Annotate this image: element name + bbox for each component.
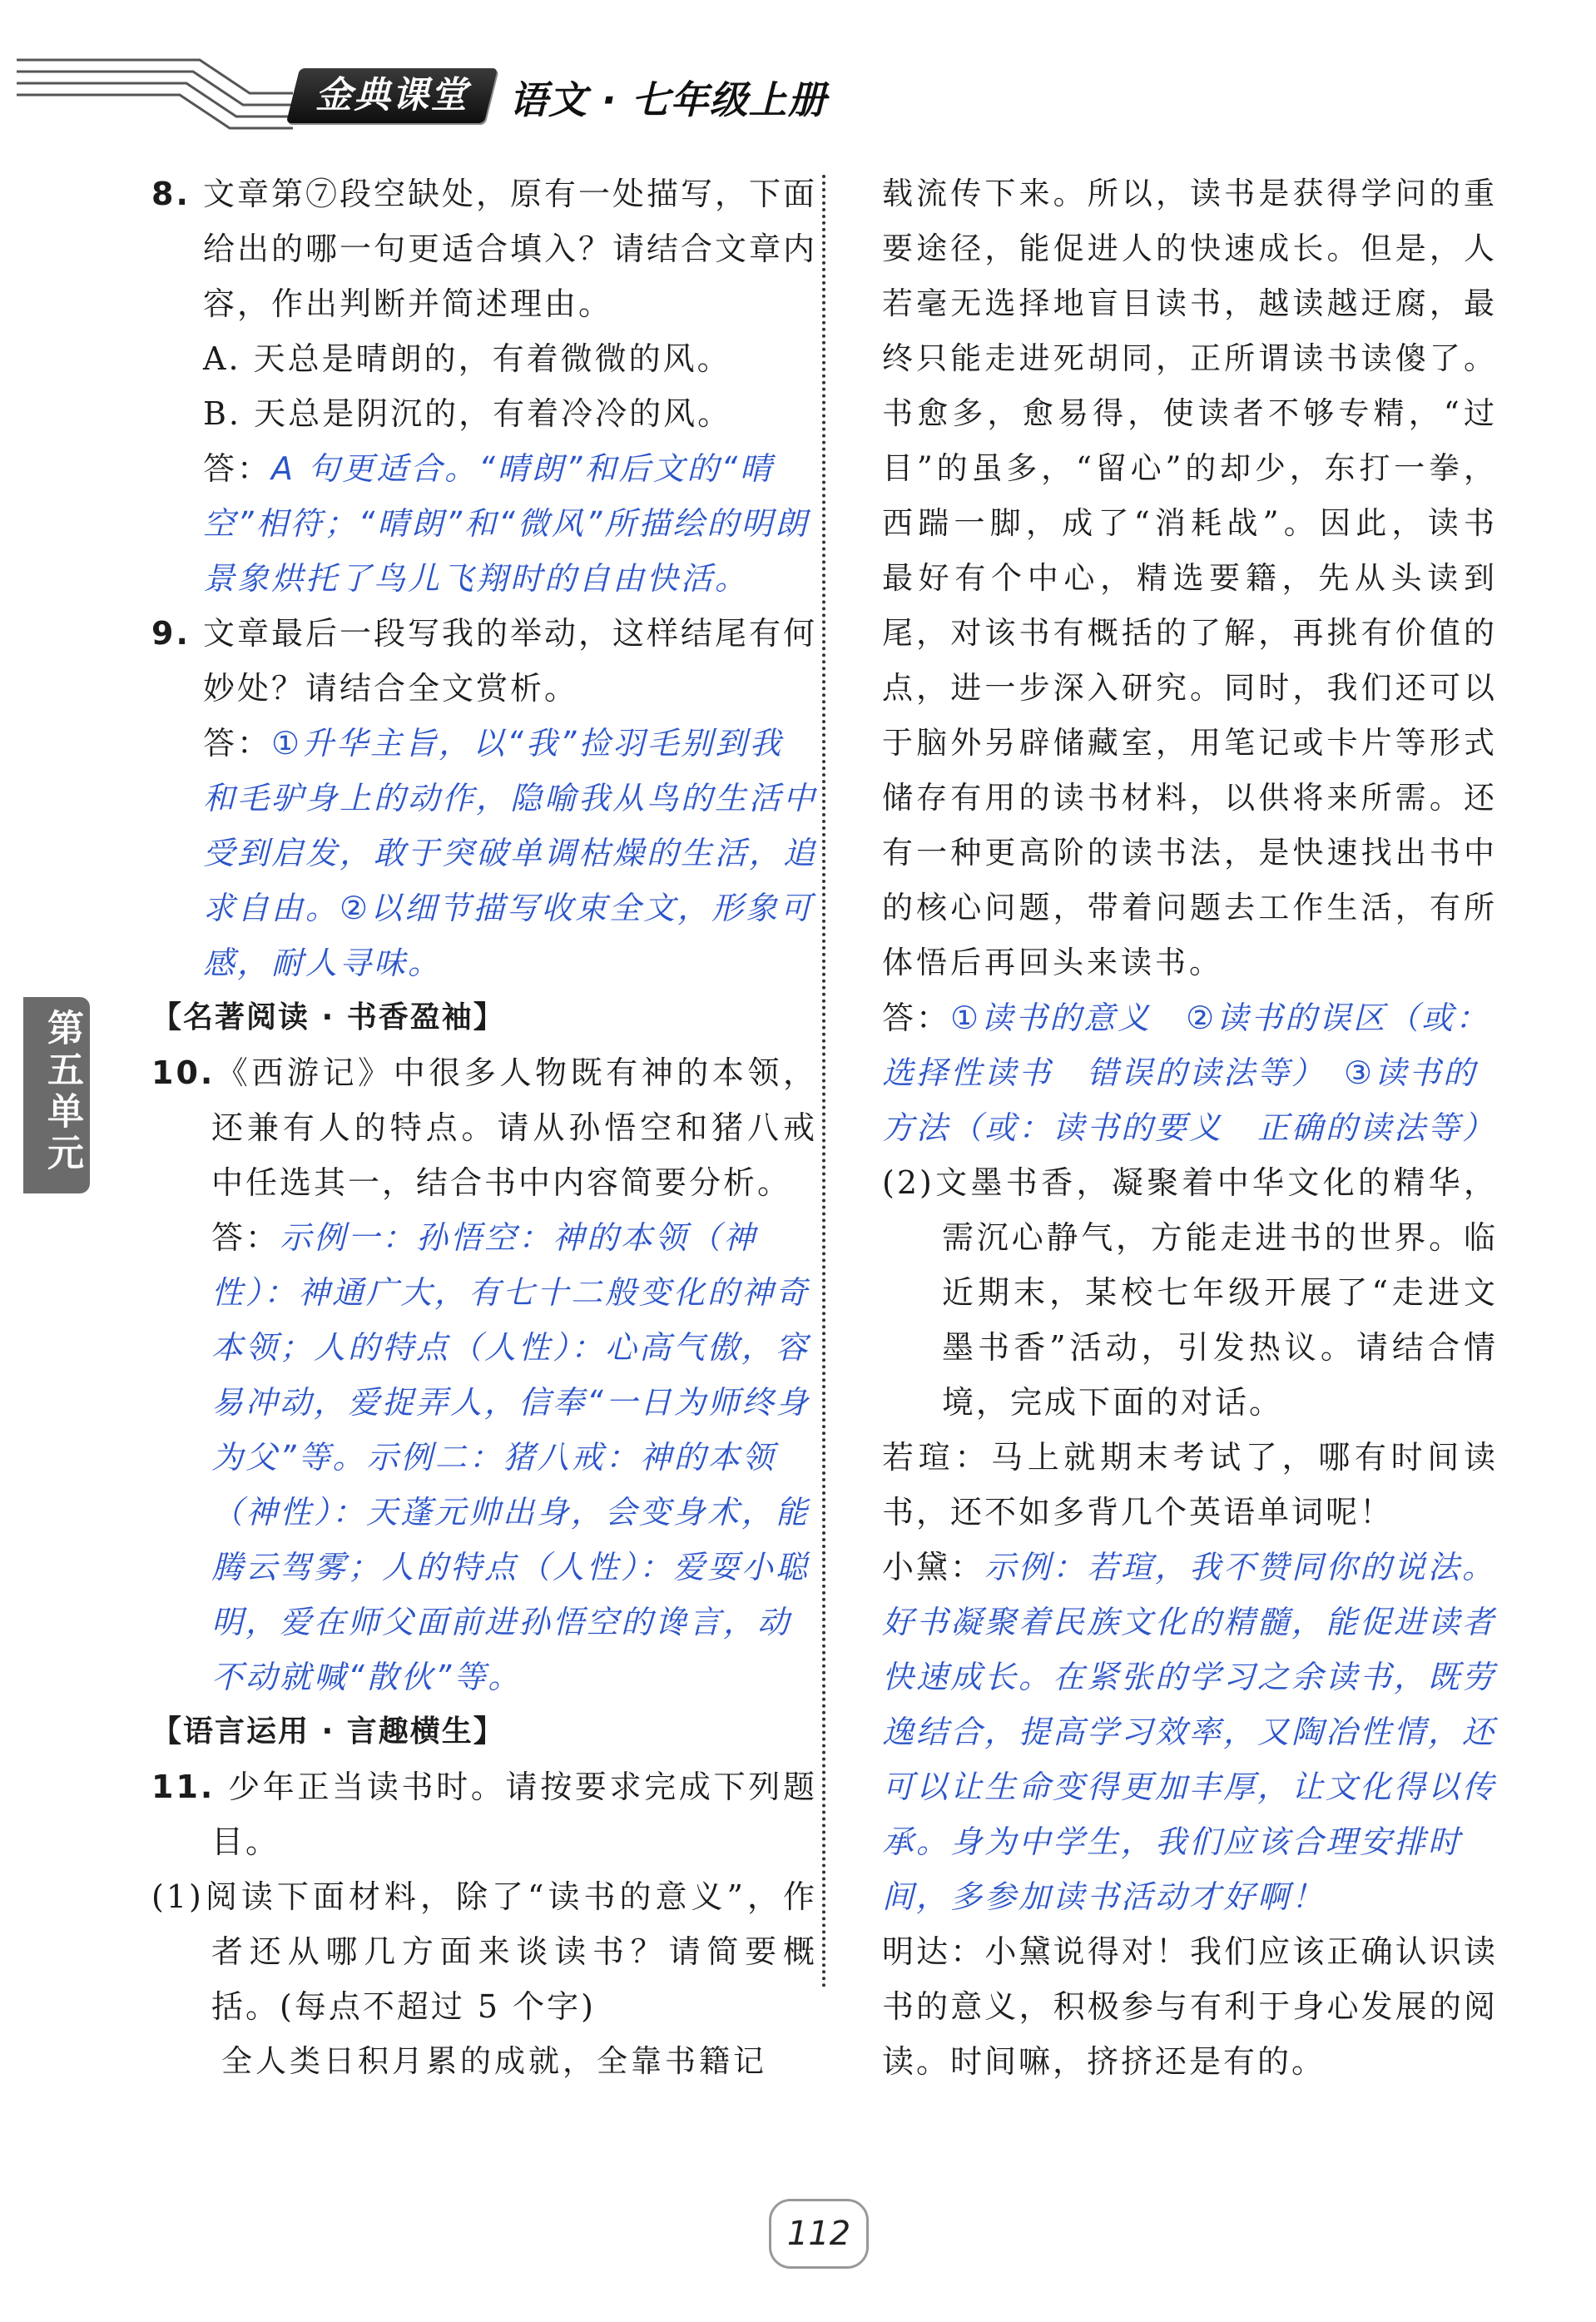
book-subject-title: 语文 · 七年级上册	[509, 77, 827, 122]
answer-label: 答：	[203, 450, 272, 487]
speaker-xiaodai: 小黛：	[882, 1549, 985, 1585]
question-10	[151, 1045, 817, 1210]
question-10-text: 《西游记》中很多人物既有神的本领，还兼有人的特点。请从孙悟空和猪八戒中任选其一，结合书中内容简要分析。	[211, 1054, 817, 1201]
column-divider	[822, 175, 825, 1989]
question-11-sub-1-answer	[882, 990, 1498, 1155]
question-8-answer-text: A 句更适合。“晴朗”和后文的“晴空”相符；“晴朗”和“微风”所描绘的明朗景象烘托了鸟儿飞翔时的自由快活。	[203, 450, 810, 597]
unit-side-tab	[23, 997, 90, 1193]
question-10-answer	[151, 1210, 817, 1704]
page-header	[0, 0, 1596, 133]
question-8-text: 文章第⑦段空缺处，原有一处描写，下面给出的哪一句更适合填入？请结合文章内容，作出判断并简述理由。	[202, 176, 818, 322]
brand-badge	[286, 68, 498, 123]
question-11-sub-2: (2)文墨书香，凝聚着中华文化的精华，需沉心静气，方能走进书的世界。临近期末，某校七年级开展了“走进文墨书香”活动，引发热议。请结合情境，完成下面的对话。	[882, 1164, 1498, 1421]
dialogue-ruoxuan: 若瑄：马上就期末考试了，哪有时间读书，还不如多背几个英语单词呢！	[882, 1439, 1498, 1531]
question-9-number: 9.	[151, 615, 191, 652]
answer-label: 答：	[203, 725, 272, 762]
question-8-option-a: A. 天总是晴朗的，有着微微的风。	[203, 340, 731, 377]
dialogue-xiaodai	[882, 1540, 1498, 1924]
brand-title: 金典课堂	[315, 74, 468, 117]
question-9-answer	[151, 716, 817, 990]
reading-passage-continued: 载流传下来。所以，读书是获得学问的重要途径，能促进人的快速成长。但是，人若毫无选择地盲目读书，越读越迂腐，最终只能走进死胡同，正所谓读书读傻了。书愈多，愈易得，使读者不够专精，“过目”的虽多，“留心”的却少，东打一拳，西踹一脚，成了“消耗战”。因此，读书最好有个中心，精选要籍，先从头读到尾，对该书有概括的了解，再挑有价值的点，进一步深入研究。同时，我们还可以于脑外另辟储藏室，用笔记或卡片等形式储存有用的读书材料，以供将来所需。还有一种更高阶的读书法，是快速找出书中的核心问题，带着问题去工作生活，有所体悟后再回头来读书。	[882, 176, 1498, 980]
question-11-sub-1-answer-text: ①读书的意义 ②读书的误区（或：选择性读书 错误的读法等） ③读书的方法（或：读书的要义 正确的读法等）	[882, 1000, 1497, 1146]
question-11-number: 11.	[151, 1769, 216, 1805]
question-8	[151, 166, 817, 331]
question-8-answer	[151, 441, 817, 606]
right-column	[882, 166, 1498, 2089]
dialogue-mingda: 明达：小黛说得对！我们应该正确认识读书的意义，积极参与有利于身心发展的阅读。时间嘛，挤挤还是有的。	[882, 1933, 1498, 2080]
question-11-text: 少年正当读书时。请按要求完成下列题目。	[211, 1769, 817, 1860]
question-9-text: 文章最后一段写我的举动，这样结尾有何妙处？请结合全文赏析。	[202, 615, 817, 707]
question-10-answer-text: 示例一：孙悟空：神的本领（神性）：神通广大，有七十二般变化的神奇本领；人的特点（人性）：心高气傲，容易冲动，爱捉弄人，信奉“一日为师终身为父”等。示例二：猪八戒：神的本领（神性）：天蓬元帅出身，会变身术，能腾云驾雾；人的特点（人性）：爱耍小聪明，爱在师父面前进孙悟空的谗言，动不动就喊“散伙”等。	[211, 1219, 810, 1695]
page-number: 112	[786, 2215, 851, 2253]
page-number-box	[769, 2199, 869, 2269]
unit-side-tab-label: 第五单元	[41, 1009, 83, 1175]
question-9	[151, 606, 817, 716]
question-11-sub-1: (1)阅读下面材料，除了“读书的意义”，作者还从哪几方面来谈读书？请简要概括。(每点不超过 5 个字)	[151, 1878, 817, 2025]
left-column	[151, 166, 817, 2089]
reading-passage-start: 全人类日积月累的成就，全靠书籍记	[221, 2043, 767, 2079]
section-title-language: 【语言运用 · 言趣横生】	[151, 1714, 505, 1749]
question-8-number: 8.	[151, 176, 191, 212]
section-title-classics: 【名著阅读 · 书香盈袖】	[151, 1000, 505, 1034]
question-10-number: 10.	[151, 1054, 216, 1091]
question-8-option-b: B. 天总是阴沉的，有着冷冷的风。	[203, 395, 732, 432]
dialogue-xiaodai-answer-text: 示例：若瑄，我不赞同你的说法。好书凝聚着民族文化的精髓，能促进读者快速成长。在紧张的学习之余读书，既劳逸结合，提高学习效率，又陶冶性情，还可以让生命变得更加丰厚，让文化得以传承。身为中学生，我们应该合理安排时间，多参加读书活动才好啊！	[882, 1549, 1497, 1915]
answer-label: 答：	[211, 1219, 280, 1256]
question-9-answer-text: ①升华主旨，以“我”捡羽毛别到我和毛驴身上的动作，隐喻我从鸟的生活中受到启发，敢于突破单调枯燥的生活，追求自由。②以细节描写收束全文，形象可感，耐人寻味。	[203, 725, 818, 981]
answer-label: 答：	[882, 1000, 951, 1036]
question-11	[151, 1759, 817, 1869]
